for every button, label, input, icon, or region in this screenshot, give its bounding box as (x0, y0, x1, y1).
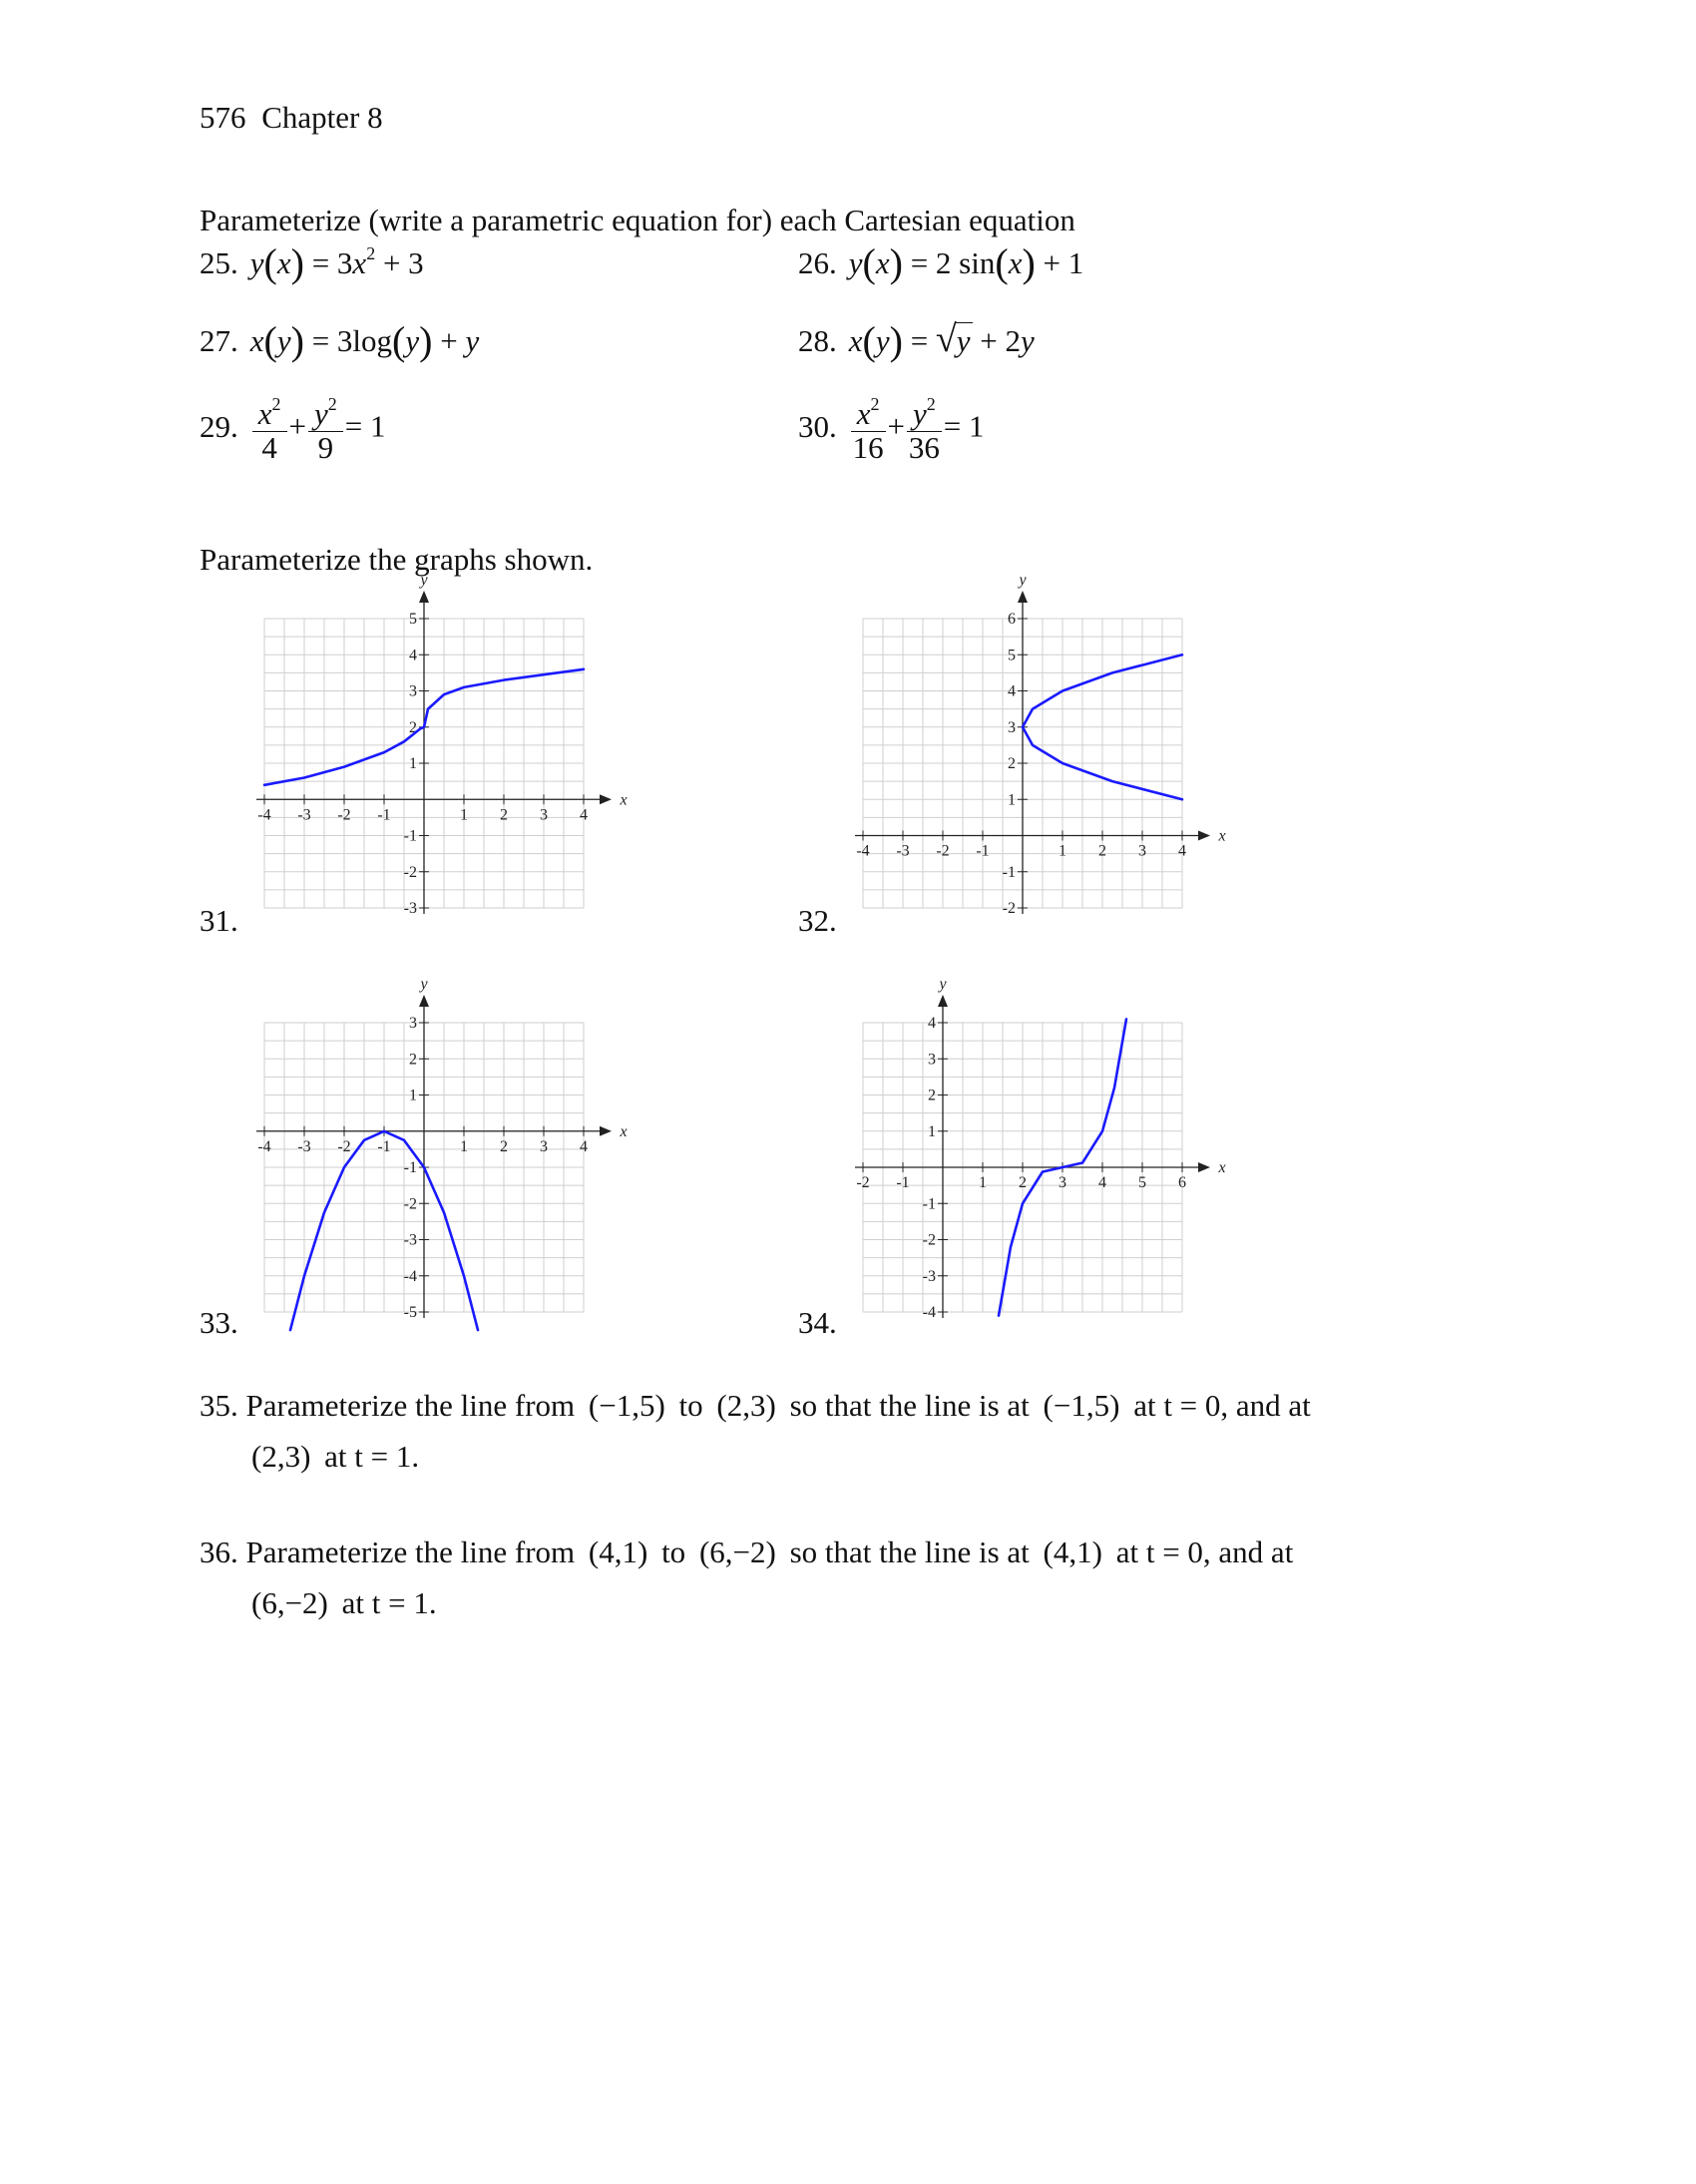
x-tick-label: 1 (979, 1174, 987, 1191)
problem-text: Parameterize the line from (245, 1388, 576, 1423)
x-tick-label: 2 (500, 1137, 508, 1155)
y-tick-label: 3 (409, 1015, 417, 1032)
y-tick-label: -2 (922, 1231, 936, 1249)
x-tick-label: -3 (896, 842, 910, 860)
graph-34 (838, 973, 1226, 1352)
y-tick-label: -2 (403, 863, 417, 881)
problem-28: 28. x(y) = √y + 2y (798, 318, 1035, 363)
x-tick-label: 1 (460, 806, 468, 824)
y-tick-label: 3 (1008, 718, 1016, 736)
x-tick-label: 2 (1019, 1174, 1027, 1191)
y-tick-label: -1 (403, 1159, 417, 1176)
x-tick-label: 2 (1098, 842, 1106, 860)
x-tick-label: 4 (1178, 842, 1186, 860)
y-tick-label: -4 (403, 1267, 417, 1285)
word-to: to (661, 1534, 686, 1569)
problem-35-line2 (200, 1431, 1311, 1482)
x-tick-label: 4 (1098, 1174, 1106, 1191)
y-tick-label: -2 (1002, 900, 1016, 917)
y-tick-label: 4 (928, 1015, 936, 1032)
problem-number: 36. (200, 1534, 238, 1569)
y-tick-label: 1 (928, 1122, 936, 1140)
point-end: (6,−2) (251, 1585, 328, 1621)
word-at: at (324, 1439, 347, 1475)
problem-number: 35. (200, 1388, 238, 1423)
x-tick-label: -4 (257, 806, 271, 824)
problem-36-line2 (200, 1577, 1293, 1628)
problem-text: so that the line is at (789, 1534, 1030, 1569)
problem-35 (200, 1380, 1311, 1482)
x-tick-label: 4 (580, 806, 588, 824)
y-tick-label: 5 (409, 611, 417, 628)
x-tick-label: -1 (377, 806, 391, 824)
point-end: (6,−2) (698, 1534, 776, 1569)
problem-text: so that the line is at (789, 1388, 1030, 1423)
x-tick-label: -2 (337, 806, 351, 824)
x-tick-label: 4 (580, 1137, 588, 1155)
y-axis-label: y (1019, 572, 1027, 589)
x-axis-label: x (1218, 1159, 1226, 1176)
point-start: (4,1) (1043, 1534, 1102, 1569)
problem-25: 25. $y(x) = 3x^2 + 3$ (200, 240, 424, 285)
x-tick-label: -2 (936, 842, 950, 860)
x-axis-label: x (620, 1122, 628, 1140)
graph-number-33: 33. (200, 1305, 238, 1340)
x-axis-arrow (600, 794, 612, 804)
x-axis-arrow (600, 1126, 612, 1136)
problem-number: 25. (200, 245, 238, 280)
problem-27: 27. x(y) = 3log(y) + y (200, 318, 480, 363)
y-tick-label: 2 (1008, 755, 1016, 772)
graph-number-32: 32. (798, 903, 837, 938)
problem-30: 30. $\frac{x^2}{16}$ + $\frac{y^2}{36}$ = 1 (798, 394, 985, 465)
y-tick-label: 2 (928, 1087, 936, 1104)
y-tick-label: -4 (922, 1304, 936, 1321)
x-tick-label: -1 (377, 1137, 391, 1155)
time-one: t = 1. (354, 1439, 420, 1475)
y-tick-label: -3 (403, 1231, 417, 1249)
problem-number: 27. (200, 323, 238, 358)
y-tick-label: -5 (403, 1304, 417, 1321)
y-axis-arrow (419, 591, 429, 603)
graph-33 (239, 973, 628, 1352)
x-tick-label: -4 (856, 842, 870, 860)
y-axis-label: y (420, 572, 428, 589)
y-axis-arrow (1018, 591, 1028, 603)
section-intro-cartesian: Parameterize (write a parametric equation for) each Cartesian equation (200, 203, 1075, 237)
problem-number: 30. (798, 408, 837, 444)
x-tick-label: 3 (540, 806, 548, 824)
graph-31 (239, 569, 628, 948)
point-start: (4,1) (588, 1534, 648, 1569)
x-axis-arrow (1198, 831, 1210, 841)
x-tick-label: 5 (1138, 1174, 1146, 1191)
y-tick-label: -2 (403, 1195, 417, 1213)
x-tick-label: 3 (1138, 842, 1146, 860)
x-tick-label: -2 (856, 1174, 870, 1191)
y-axis-arrow (419, 995, 429, 1007)
y-tick-label: 2 (409, 718, 417, 736)
x-tick-label: -2 (337, 1137, 351, 1155)
y-tick-label: 4 (409, 647, 417, 664)
problem-number: 26. (798, 245, 837, 280)
y-tick-label: 6 (1008, 611, 1016, 628)
y-tick-label: -3 (922, 1267, 936, 1285)
y-tick-label: 4 (1008, 682, 1016, 700)
time-one: t = 1. (371, 1585, 437, 1621)
y-tick-label: -1 (403, 827, 417, 845)
word-at: at (1115, 1534, 1139, 1569)
y-tick-label: 3 (928, 1051, 936, 1069)
problem-number: 29. (200, 408, 238, 444)
page-header (200, 100, 383, 136)
x-tick-label: 2 (500, 806, 508, 824)
chapter-title: Chapter 8 (261, 100, 383, 135)
graph-number-34: 34. (798, 1305, 837, 1340)
graph-32 (838, 569, 1226, 948)
x-tick-label: -1 (976, 842, 990, 860)
problem-number: 28. (798, 323, 837, 358)
point-start: (−1,5) (1043, 1388, 1120, 1423)
point-start: (−1,5) (588, 1388, 665, 1423)
problem-36 (200, 1527, 1293, 1628)
word-at: at (1133, 1388, 1156, 1423)
page-number: 576 (200, 100, 246, 135)
graph-number-31: 31. (200, 903, 238, 938)
y-tick-label: -1 (1002, 863, 1016, 881)
x-tick-label: 1 (460, 1137, 468, 1155)
section-intro-graphs: Parameterize the graphs shown. (200, 542, 594, 577)
x-tick-label: -3 (297, 1137, 311, 1155)
y-tick-label: 1 (409, 1087, 417, 1104)
x-axis-label: x (1218, 827, 1226, 845)
time-zero: t = 0, and at (1163, 1388, 1311, 1423)
x-axis-label: x (620, 791, 628, 809)
y-axis-label: y (420, 976, 428, 993)
point-end: (2,3) (716, 1388, 776, 1423)
problem-26: 26. y(x) = 2 sin(x) + 1 (798, 240, 1084, 285)
x-tick-label: 3 (1059, 1174, 1066, 1191)
x-tick-label: -3 (297, 806, 311, 824)
x-tick-label: -1 (896, 1174, 910, 1191)
y-tick-label: -1 (922, 1195, 936, 1213)
word-at: at (341, 1585, 365, 1621)
x-tick-label: 3 (540, 1137, 548, 1155)
y-tick-label: 1 (1008, 791, 1016, 809)
y-tick-label: 5 (1008, 647, 1016, 664)
word-to: to (678, 1388, 703, 1423)
y-tick-label: -3 (403, 900, 417, 917)
x-tick-label: -4 (257, 1137, 271, 1155)
x-tick-label: 1 (1059, 842, 1066, 860)
x-axis-arrow (1198, 1162, 1210, 1172)
problem-text: Parameterize the line from (245, 1534, 576, 1569)
y-tick-label: 2 (409, 1051, 417, 1069)
x-tick-label: 6 (1178, 1174, 1186, 1191)
point-end: (2,3) (251, 1439, 311, 1475)
y-tick-label: 1 (409, 755, 417, 772)
problem-29: 29. $\frac{x^2}{4}$ + $\frac{y^2}{9}$ = 1 (200, 394, 386, 465)
time-zero: t = 0, and at (1145, 1534, 1294, 1569)
y-axis-arrow (938, 995, 948, 1007)
y-tick-label: 3 (409, 682, 417, 700)
y-axis-label: y (939, 976, 947, 993)
